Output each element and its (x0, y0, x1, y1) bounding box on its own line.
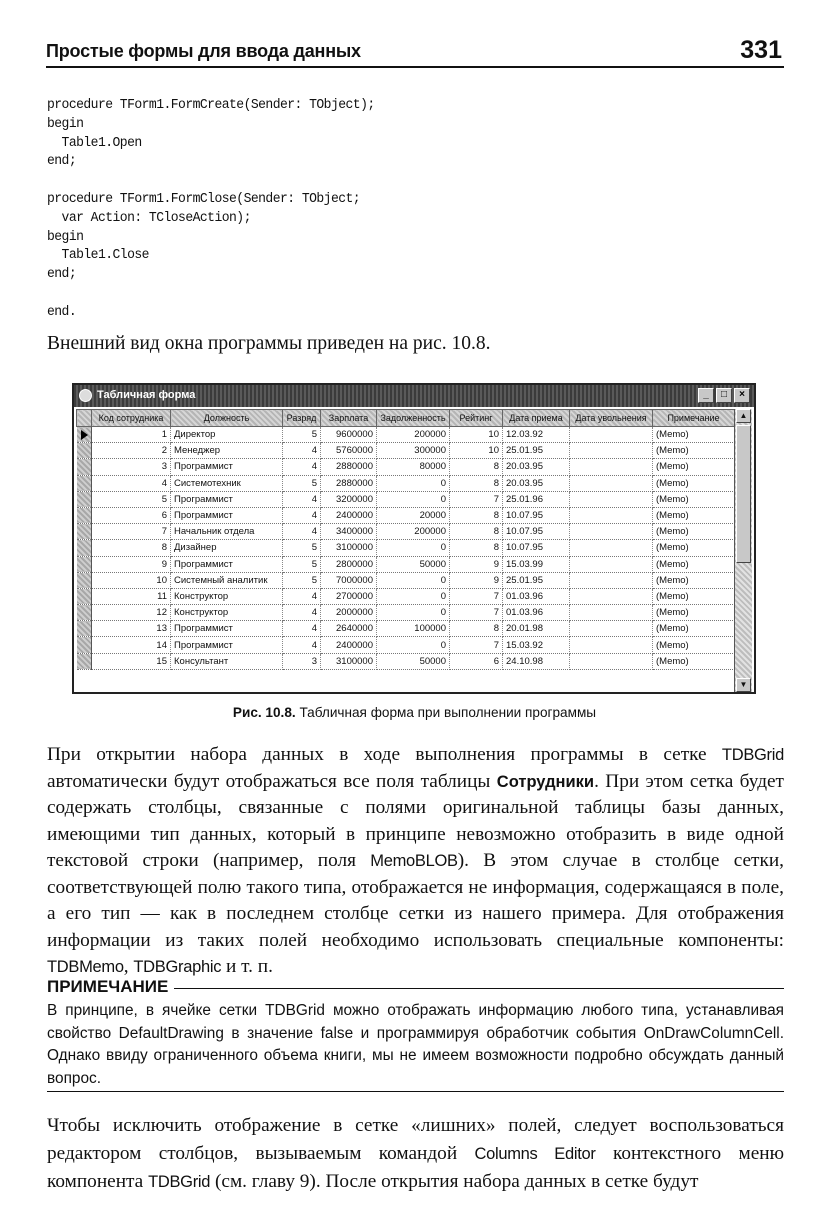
grid-cell[interactable] (570, 443, 653, 459)
grid-cell[interactable] (570, 475, 653, 491)
grid-cell[interactable]: 4 (283, 443, 321, 459)
grid-cell[interactable]: 5 (283, 475, 321, 491)
grid-cell[interactable]: 0 (377, 588, 450, 604)
row-indicator[interactable] (77, 524, 92, 540)
column-header[interactable]: Дата увольнения (570, 410, 653, 427)
grid-cell[interactable]: (Memo) (653, 459, 735, 475)
page-header (46, 38, 784, 68)
paragraph-columns-editor (47, 1112, 784, 1196)
grid-cell[interactable]: 2640000 (321, 621, 377, 637)
grid-cell[interactable]: Программист (171, 507, 283, 523)
column-header[interactable]: Примечание (653, 410, 735, 427)
grid-cell[interactable]: (Memo) (653, 653, 735, 669)
grid-cell[interactable]: 15.03.92 (503, 637, 570, 653)
term-tdbgrid: TDBGrid (148, 1173, 211, 1191)
grid-cell[interactable]: 20.01.98 (503, 621, 570, 637)
column-header[interactable]: Дата приема (503, 410, 570, 427)
grid-cell[interactable]: 24.10.98 (503, 653, 570, 669)
grid-cell[interactable]: 5 (283, 427, 321, 443)
text-run: автоматически будут отображаться все поля таблицы (47, 770, 497, 792)
figure-window (72, 383, 756, 694)
grid-cell[interactable]: 8 (450, 540, 503, 556)
grid-cell[interactable]: (Memo) (653, 621, 735, 637)
grid-cell[interactable]: 2880000 (321, 475, 377, 491)
grid-cell[interactable]: 0 (377, 475, 450, 491)
row-indicator[interactable] (77, 556, 92, 572)
grid-cell[interactable]: Конструктор (171, 588, 283, 604)
grid-cell[interactable]: (Memo) (653, 572, 735, 588)
grid-cell[interactable]: 2 (92, 443, 171, 459)
grid-cell[interactable]: Программист (171, 491, 283, 507)
column-header[interactable]: Код сотрудника (92, 410, 171, 427)
note-title: ПРИМЕЧАНИЕ (47, 977, 174, 997)
grid-cell[interactable]: 9 (450, 556, 503, 572)
vertical-scrollbar[interactable] (734, 409, 752, 692)
grid-cell[interactable]: 4 (283, 524, 321, 540)
grid-cell[interactable]: 15 (92, 653, 171, 669)
grid-cell[interactable]: 12 (92, 605, 171, 621)
grid-cell[interactable]: 4 (283, 637, 321, 653)
grid-cell[interactable]: 5 (92, 491, 171, 507)
table-row[interactable] (77, 637, 735, 653)
grid-cell[interactable]: 7 (450, 588, 503, 604)
data-grid (76, 409, 735, 670)
grid-cell[interactable]: 5 (283, 556, 321, 572)
column-header[interactable]: Задолженность (377, 410, 450, 427)
window-controls (698, 388, 750, 403)
grid-cell[interactable]: (Memo) (653, 556, 735, 572)
grid-cell[interactable]: 8 (450, 475, 503, 491)
caption-label: Рис. 10.8. (232, 705, 296, 720)
grid-cell[interactable]: 4 (283, 621, 321, 637)
scroll-down-icon[interactable]: ▼ (736, 678, 751, 692)
grid-cell[interactable]: 2800000 (321, 556, 377, 572)
grid-cell[interactable] (570, 507, 653, 523)
grid-cell[interactable]: 14 (92, 637, 171, 653)
grid-cell[interactable]: 5760000 (321, 443, 377, 459)
grid-cell[interactable]: 6 (92, 507, 171, 523)
grid-cell[interactable]: (Memo) (653, 588, 735, 604)
grid-cell[interactable]: 2000000 (321, 605, 377, 621)
scroll-up-icon[interactable]: ▲ (736, 409, 751, 423)
grid-cell[interactable]: 8 (450, 524, 503, 540)
row-indicator[interactable] (77, 491, 92, 507)
row-indicator[interactable] (77, 637, 92, 653)
grid-cell[interactable]: Директор (171, 427, 283, 443)
grid-cell[interactable]: (Memo) (653, 540, 735, 556)
grid-cell[interactable]: 8 (92, 540, 171, 556)
grid-cell[interactable]: 8 (450, 621, 503, 637)
grid-cell[interactable]: Менеджер (171, 443, 283, 459)
row-indicator[interactable] (77, 540, 92, 556)
current-row-indicator[interactable] (77, 427, 92, 443)
row-indicator[interactable] (77, 653, 92, 669)
app-icon (79, 389, 92, 402)
text-run: и т. п. (221, 956, 273, 977)
grid-cell[interactable]: 4 (283, 588, 321, 604)
row-indicator[interactable] (77, 459, 92, 475)
grid-cell[interactable]: 4 (283, 491, 321, 507)
table-row[interactable] (77, 653, 735, 669)
grid-cell[interactable]: 7 (450, 637, 503, 653)
grid-cell[interactable]: 8 (450, 507, 503, 523)
term-tdbmemo: TDBMemo (47, 958, 124, 976)
grid-cell[interactable]: 8 (450, 459, 503, 475)
table-row[interactable] (77, 443, 735, 459)
row-indicator[interactable] (77, 605, 92, 621)
grid-cell[interactable]: (Memo) (653, 637, 735, 653)
grid-cell[interactable]: 25.01.95 (503, 572, 570, 588)
grid-cell[interactable]: 3400000 (321, 524, 377, 540)
grid-cell[interactable]: 4 (283, 459, 321, 475)
text-run: , (123, 956, 134, 977)
grid-cell[interactable]: 100000 (377, 621, 450, 637)
text-run: контекстного меню компонента (47, 1143, 785, 1192)
text-run: . При этом сетка будет содержать столбцы, связанные с полями оригинальной таблицы базы данных, имеющими тип данных, который в принципе невозможно отобразить в виде одной текстовой строки (например, поля (47, 770, 784, 871)
grid-cell[interactable] (570, 588, 653, 604)
grid-cell[interactable]: 11 (92, 588, 171, 604)
column-header[interactable]: Рейтинг (450, 410, 503, 427)
grid-cell[interactable]: 20000 (377, 507, 450, 523)
grid-cell[interactable]: (Memo) (653, 491, 735, 507)
grid-cell[interactable]: 200000 (377, 524, 450, 540)
grid-cell[interactable] (570, 491, 653, 507)
grid-cell[interactable] (570, 653, 653, 669)
grid-cell[interactable]: 3100000 (321, 540, 377, 556)
row-indicator[interactable] (77, 475, 92, 491)
grid-cell[interactable]: 2880000 (321, 459, 377, 475)
grid-cell[interactable]: 10 (450, 443, 503, 459)
grid-cell[interactable]: (Memo) (653, 507, 735, 523)
grid-cell[interactable]: 10.07.95 (503, 524, 570, 540)
grid-cell[interactable] (570, 427, 653, 443)
grid-cell[interactable]: 3 (92, 459, 171, 475)
grid-cell[interactable]: 2700000 (321, 588, 377, 604)
grid-header-row (77, 410, 735, 427)
grid-cell[interactable]: 0 (377, 540, 450, 556)
grid-cell[interactable]: (Memo) (653, 443, 735, 459)
grid-cell[interactable]: 20.03.95 (503, 475, 570, 491)
term-table-name: Сотрудники (496, 772, 595, 791)
note-header (47, 977, 784, 999)
grid-cell[interactable] (570, 621, 653, 637)
grid-cell[interactable]: 15.03.99 (503, 556, 570, 572)
grid-cell[interactable]: 3 (283, 653, 321, 669)
grid-cell[interactable]: 7 (450, 491, 503, 507)
grid-cell[interactable]: (Memo) (653, 427, 735, 443)
grid-cell[interactable]: 1 (92, 427, 171, 443)
table-row[interactable] (77, 572, 735, 588)
table-row[interactable] (77, 475, 735, 491)
table-row[interactable] (77, 588, 735, 604)
paragraph-grid-fields (47, 742, 784, 981)
term-tdbgraphic: TDBGraphic (133, 958, 222, 976)
grid-cell[interactable]: 10.07.95 (503, 540, 570, 556)
maximize-icon[interactable]: □ (716, 388, 732, 403)
grid-cell[interactable]: Программист (171, 459, 283, 475)
grid-cell[interactable]: Начальник отдела (171, 524, 283, 540)
grid-cell[interactable] (570, 637, 653, 653)
table-row[interactable] (77, 459, 735, 475)
paragraph-figure-intro: Внешний вид окна программы приведен на рис. 10.8. (47, 333, 491, 354)
grid-cell[interactable]: 2400000 (321, 507, 377, 523)
grid-cell[interactable]: 0 (377, 605, 450, 621)
grid-cell[interactable]: 5 (283, 540, 321, 556)
table-row[interactable] (77, 556, 735, 572)
grid-cell[interactable]: 01.03.96 (503, 605, 570, 621)
grid-cell[interactable]: 6 (450, 653, 503, 669)
grid-cell[interactable]: 9600000 (321, 427, 377, 443)
grid-cell[interactable]: 0 (377, 572, 450, 588)
table-row[interactable] (77, 540, 735, 556)
grid-cell[interactable]: 2400000 (321, 637, 377, 653)
grid-cell[interactable]: 13 (92, 621, 171, 637)
grid-cell[interactable]: (Memo) (653, 475, 735, 491)
grid-cell[interactable]: 10 (450, 427, 503, 443)
grid-cell[interactable]: 80000 (377, 459, 450, 475)
grid-cell[interactable]: 50000 (377, 653, 450, 669)
grid-cell[interactable]: 25.01.96 (503, 491, 570, 507)
text-run: (см. главу 9). После открытия набора данных в сетке будут (210, 1171, 699, 1192)
grid-cell[interactable] (570, 572, 653, 588)
minimize-icon[interactable]: _ (698, 388, 714, 403)
grid-body (77, 427, 735, 670)
column-header[interactable]: Зарплата (321, 410, 377, 427)
grid-cell[interactable] (570, 605, 653, 621)
grid-cell[interactable]: 9 (92, 556, 171, 572)
row-indicator[interactable] (77, 588, 92, 604)
table-row[interactable] (77, 491, 735, 507)
grid-cell[interactable]: 25.01.95 (503, 443, 570, 459)
grid-cell[interactable]: 3100000 (321, 653, 377, 669)
grid-cell[interactable]: 7 (450, 605, 503, 621)
grid-cell[interactable]: 9 (450, 572, 503, 588)
grid-cell[interactable]: Программист (171, 621, 283, 637)
term-tdbgrid: TDBGrid (721, 746, 784, 764)
grid-cell[interactable]: Программист (171, 637, 283, 653)
grid-cell[interactable]: 50000 (377, 556, 450, 572)
row-indicator[interactable] (77, 621, 92, 637)
grid-cell[interactable]: 200000 (377, 427, 450, 443)
grid-cell[interactable] (570, 556, 653, 572)
row-indicator[interactable] (77, 507, 92, 523)
grid-cell[interactable]: Консультант (171, 653, 283, 669)
text-run: При открытии набора данных в ходе выполнения программы в сетке (47, 744, 722, 765)
text-run: ). В этом случае в столбце сетки, соответствующей полю такого типа, отображается не информация, содержащаяся в поле, а его тип — как в последнем столбце сетки из нашего примера. Для отображения информации из таких полей необходимо использовать специальные компоненты: (47, 850, 784, 951)
code-listing: procedure TForm1.FormCreate(Sender: TObject); begin Table1.Open end; procedure TForm1.FormClose(Sender: TObject; var Action: TCloseAction); begin Table1.Close end; end. (47, 97, 375, 320)
column-header[interactable]: Должность (171, 410, 283, 427)
grid-cell[interactable]: Системный аналитик (171, 572, 283, 588)
close-icon[interactable]: × (734, 388, 750, 403)
grid-cell[interactable]: 300000 (377, 443, 450, 459)
grid-cell[interactable]: 4 (283, 507, 321, 523)
table-row[interactable] (77, 621, 735, 637)
grid-cell[interactable]: 3200000 (321, 491, 377, 507)
window-titlebar (74, 385, 754, 407)
grid-cell[interactable]: 20.03.95 (503, 459, 570, 475)
header-indicator (77, 410, 92, 427)
window-title: Табличная форма (97, 389, 196, 401)
term-columns-editor: Columns Editor (474, 1145, 596, 1163)
grid-cell[interactable]: 0 (377, 491, 450, 507)
figure-caption (0, 705, 829, 720)
term-memoblob: MemoBLOB (370, 852, 458, 870)
note-bottom-rule (47, 1091, 784, 1092)
note-text: В принципе, в ячейке сетки TDBGrid можно отображать информацию любого типа, устанавливая свойство DefaultDrawing в значение false и программируя обработчик события OnDrawColumnCell. Однако ввиду ограниченного объема книги, мы не имеем возможности подробно обсуждать данный вопрос. (47, 1002, 784, 1087)
row-indicator[interactable] (77, 572, 92, 588)
table-row[interactable] (77, 524, 735, 540)
grid-cell[interactable] (570, 459, 653, 475)
grid-cell[interactable]: (Memo) (653, 524, 735, 540)
grid-cell[interactable] (570, 524, 653, 540)
grid-cell[interactable]: Программист (171, 556, 283, 572)
grid-cell[interactable]: Конструктор (171, 605, 283, 621)
grid-cell[interactable]: Системотехник (171, 475, 283, 491)
running-title: Простые формы для ввода данных (46, 41, 361, 61)
grid-cell[interactable]: 4 (92, 475, 171, 491)
grid-cell[interactable]: 4 (283, 605, 321, 621)
grid-cell[interactable]: 0 (377, 637, 450, 653)
grid-cell[interactable]: (Memo) (653, 605, 735, 621)
grid-cell[interactable]: 10 (92, 572, 171, 588)
row-indicator[interactable] (77, 443, 92, 459)
grid-cell[interactable]: 01.03.96 (503, 588, 570, 604)
grid-cell[interactable] (570, 540, 653, 556)
column-header[interactable]: Разряд (283, 410, 321, 427)
table-row[interactable] (77, 427, 735, 443)
grid-cell[interactable]: 5 (283, 572, 321, 588)
grid-cell[interactable]: 12.03.92 (503, 427, 570, 443)
grid-cell[interactable]: 10.07.95 (503, 507, 570, 523)
grid-cell[interactable]: Дизайнер (171, 540, 283, 556)
page-number: 331 (740, 36, 782, 64)
text-run: Чтобы исключить отображение в сетке «лишних» полей, следует воспользоваться редактором столбцов, вызываемым командой (47, 1115, 784, 1164)
caption-text: Табличная форма при выполнении программы (299, 705, 597, 720)
grid-cell[interactable]: 7000000 (321, 572, 377, 588)
table-row[interactable] (77, 507, 735, 523)
scroll-thumb[interactable] (736, 425, 751, 563)
table-row[interactable] (77, 605, 735, 621)
grid-cell[interactable]: 7 (92, 524, 171, 540)
